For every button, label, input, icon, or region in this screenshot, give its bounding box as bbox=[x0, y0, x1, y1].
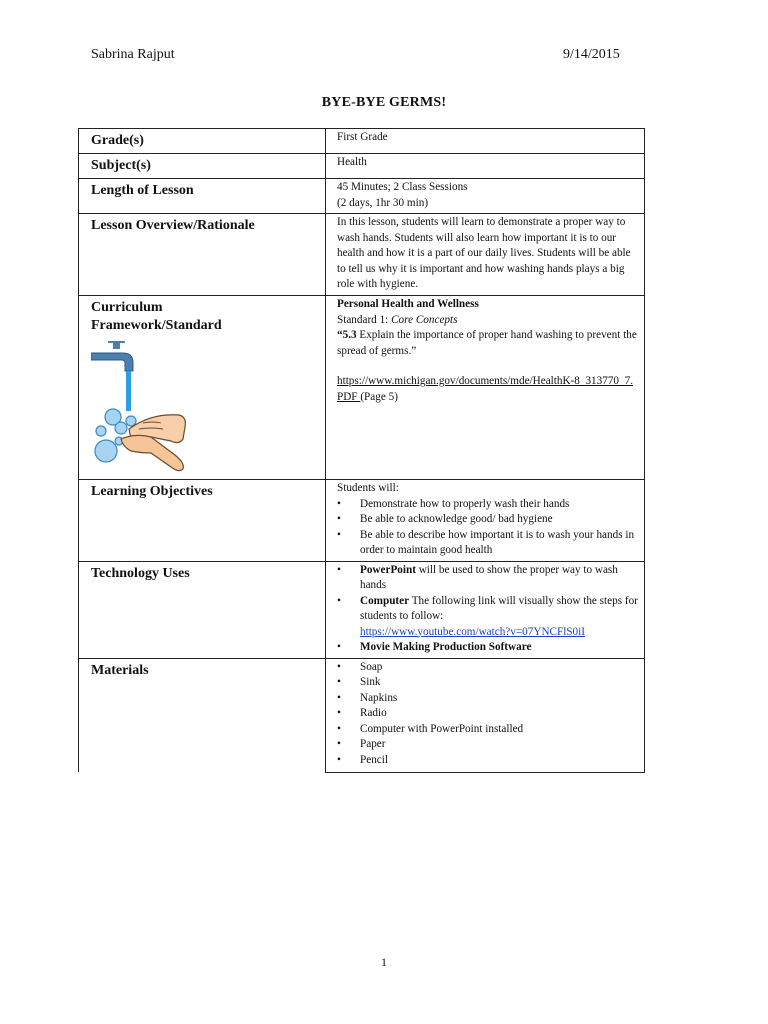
subject-label: Subject(s) bbox=[79, 154, 326, 179]
length-label: Length of Lesson bbox=[79, 179, 326, 214]
objectives-value bbox=[326, 480, 645, 562]
standard-name: Core Concepts bbox=[391, 313, 458, 326]
computer-text: The following link will visually show the steps for students to follow: bbox=[360, 594, 638, 622]
quote-open: “ bbox=[337, 329, 343, 341]
row-objectives bbox=[79, 480, 645, 562]
bubble bbox=[126, 416, 136, 426]
length-line1: 45 Minutes; 2 Class Sessions bbox=[337, 181, 468, 193]
standard-line bbox=[337, 313, 638, 329]
curriculum-label bbox=[79, 296, 326, 480]
author-name: Sabrina Rajput bbox=[91, 47, 175, 62]
lesson-title: BYE-BYE GERMS! bbox=[321, 95, 447, 110]
list-item: • Paper bbox=[337, 737, 638, 753]
curriculum-reference bbox=[337, 374, 638, 405]
materials-label: Materials bbox=[79, 658, 326, 772]
technology-list bbox=[337, 563, 638, 656]
lesson-plan-table bbox=[78, 128, 645, 773]
page-number: 1 bbox=[381, 955, 387, 969]
list-item: • Radio bbox=[337, 706, 638, 722]
objectives-intro: Students will: bbox=[337, 482, 399, 494]
subject-value: Health bbox=[326, 154, 645, 179]
water-stream bbox=[126, 371, 131, 411]
computer-label: Computer bbox=[360, 594, 410, 607]
grade-label: Grade(s) bbox=[79, 129, 326, 154]
faucet-handle bbox=[108, 341, 125, 343]
row-length bbox=[79, 179, 645, 214]
curriculum-heading: Personal Health and Wellness bbox=[337, 298, 479, 310]
list-item: • Be able to acknowledge good/ bad hygiene bbox=[337, 512, 638, 528]
list-item bbox=[337, 563, 638, 594]
list-item: • Demonstrate how to properly wash their hands bbox=[337, 497, 638, 513]
list-item: • Pencil bbox=[337, 753, 638, 769]
row-grade bbox=[79, 129, 645, 154]
curriculum-label-line2: Framework/Standard bbox=[91, 318, 222, 333]
standard-number: 5.3 bbox=[342, 329, 357, 341]
list-item: • Sink bbox=[337, 675, 638, 691]
document-date: 9/14/2015 bbox=[563, 47, 620, 62]
overview-text: In this lesson, students will learn to demonstrate a proper way to wash hands. Students will also learn how important it is to our health and how it is a part of our daily lives. Students will be able to tell us why it is important and how washing hands plays a big role with hygiene. bbox=[326, 214, 645, 296]
materials-list bbox=[337, 660, 638, 769]
overview-label: Lesson Overview/Rationale bbox=[79, 214, 326, 296]
row-subject bbox=[79, 154, 645, 179]
bubble bbox=[115, 422, 127, 434]
youtube-link[interactable]: https://www.youtube.com/watch?v=07YNCFlS0iI bbox=[360, 625, 585, 638]
list-item: • Be able to describe how important it is to wash your hands in order to maintain good health bbox=[337, 528, 638, 559]
list-item bbox=[337, 594, 638, 641]
list-item: • Computer with PowerPoint installed bbox=[337, 722, 638, 738]
objectives-list bbox=[337, 497, 638, 559]
row-materials bbox=[79, 658, 645, 772]
standard-prefix: Standard 1: bbox=[337, 313, 392, 326]
handwashing-clipart bbox=[91, 341, 319, 479]
standard-description: Explain the importance of proper hand washing to prevent the spread of germs.” bbox=[337, 329, 637, 357]
row-technology bbox=[79, 561, 645, 658]
handwashing-illustration bbox=[91, 341, 191, 473]
materials-value bbox=[326, 658, 645, 772]
page-reference: (Page 5) bbox=[360, 390, 398, 403]
standard-quote bbox=[337, 328, 638, 359]
list-item: • Soap bbox=[337, 660, 638, 676]
technology-label: Technology Uses bbox=[79, 561, 326, 658]
faucet-spout bbox=[91, 353, 133, 371]
list-item bbox=[337, 640, 638, 656]
bubble bbox=[95, 440, 117, 462]
technology-value bbox=[326, 561, 645, 658]
curriculum-value bbox=[326, 296, 645, 480]
row-overview bbox=[79, 214, 645, 296]
bubble bbox=[96, 426, 106, 436]
row-curriculum bbox=[79, 296, 645, 480]
length-value bbox=[326, 179, 645, 214]
movie-software-label: Movie Making Production Software bbox=[360, 641, 532, 653]
length-line2: (2 days, 1hr 30 min) bbox=[337, 196, 429, 209]
curriculum-link[interactable]: https://www.michigan.gov/documents/mde/HealthK-8_313770_7.PDF bbox=[337, 375, 634, 403]
powerpoint-text: will be used to show the proper way to wash hands bbox=[360, 563, 618, 591]
powerpoint-label: PowerPoint bbox=[360, 563, 416, 576]
objectives-label: Learning Objectives bbox=[79, 480, 326, 562]
curriculum-label-line1: Curriculum bbox=[91, 300, 163, 315]
grade-value: First Grade bbox=[326, 129, 645, 154]
list-item: • Napkins bbox=[337, 691, 638, 707]
